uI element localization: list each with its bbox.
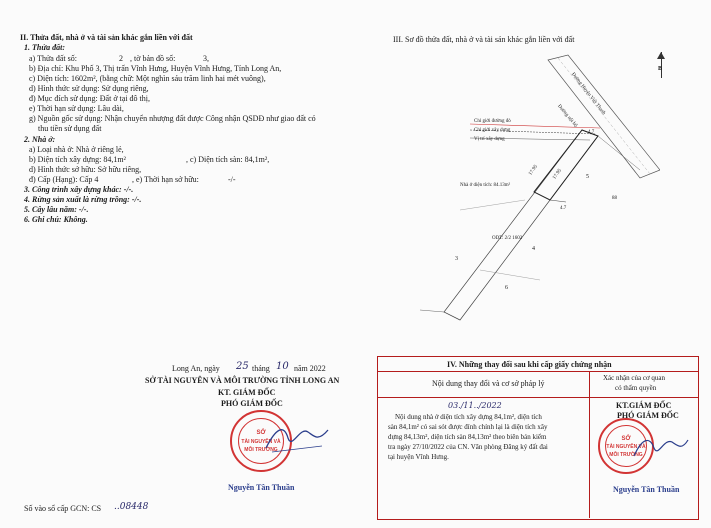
deputy-title: PHÓ GIÁM ĐỐC bbox=[221, 399, 283, 408]
floor-area-line: , c) Diện tích sàn: 84,1m², bbox=[186, 155, 270, 164]
changes-line-4: tra ngày 27/10/2022 của CN. Văn phòng Đăng ký đất đai bbox=[388, 443, 548, 451]
origin-line-2: thu tiền sử dụng đất bbox=[38, 124, 102, 133]
neighbor-6: 6 bbox=[505, 285, 508, 291]
changes-title: IV. Những thay đổi sau khi cấp giấy chứng nhận bbox=[447, 360, 612, 369]
date-day: 25 bbox=[236, 361, 249, 372]
register-value: ..08448 bbox=[114, 502, 149, 512]
house-area-label: Nhà ở diện tích: 84.13m² bbox=[460, 183, 511, 188]
neighbor-5: 5 bbox=[586, 174, 589, 180]
dim-b: 17.95 bbox=[528, 164, 539, 177]
dim-d: 4.7 bbox=[560, 206, 567, 211]
trees-line: 5. Cây lâu năm: -/-. bbox=[24, 205, 89, 214]
changes-col2-header-2: có thẩm quyền bbox=[615, 384, 657, 392]
boundary-label-build: Chỉ giới xây dựng bbox=[474, 128, 511, 133]
built-area-line: b) Diện tích xây dựng: 84,1m² bbox=[29, 155, 126, 164]
area-line: c) Diện tích: 1602m², (bằng chữ: Một nghìn sáu trăm linh hai mét vuông), bbox=[29, 74, 266, 83]
date-month-label: tháng bbox=[252, 364, 270, 373]
house-type-line: a) Loại nhà ở: Nhà ở riêng lẻ, bbox=[29, 145, 124, 154]
dim-c: 17.95 bbox=[552, 168, 563, 181]
changes-date: 03./11../2022 bbox=[448, 401, 502, 410]
own-term-label: , e) Thời hạn sở hữu: bbox=[132, 175, 199, 184]
map-sheet-label: , tờ bản đồ số: bbox=[130, 54, 176, 63]
plot-number-label: a) Thửa đất số: bbox=[29, 54, 77, 63]
grade-line: đ) Cấp (Hạng): Cấp 4 bbox=[29, 175, 99, 184]
date-month: 10 bbox=[276, 361, 289, 372]
boundary-label-position: Vị trí xây dựng bbox=[474, 137, 505, 142]
section-ii-title: II. Thửa đất, nhà ở và tài sản khác gắn liền với đất bbox=[20, 33, 193, 42]
changes-deputy: PHÓ GIÁM ĐỐC bbox=[617, 411, 679, 420]
map-sheet-value: 3, bbox=[203, 54, 209, 63]
house-section-title: 2. Nhà ở: bbox=[24, 135, 56, 144]
road2-label: Đường nội bộ bbox=[556, 104, 578, 129]
land-section-title: 1. Thửa đất: bbox=[24, 43, 66, 52]
section-iii-title: III. Sơ đồ thửa đất, nhà ở và tài sản khác gắn liền với đất bbox=[393, 35, 575, 44]
other-works-line: 3. Công trình xây dựng khác: -/-. bbox=[24, 185, 134, 194]
department-name: SỞ TÀI NGUYÊN VÀ MÔI TRƯỜNG TỈNH LONG AN bbox=[145, 376, 340, 385]
changes-director: KT.GIÁM ĐỐC bbox=[616, 401, 672, 410]
changes-line-2: sàn 84,1m² có sai sót được đính chính lại là diện tích xây bbox=[388, 423, 548, 431]
changes-line-1: Nội dung nhà ở diện tích xây dựng 84,1m², diện tích bbox=[395, 413, 542, 421]
origin-line-1: g) Nguồn gốc sử dụng: Nhận chuyển nhượng đất được Công nhận QSDĐ như giao đất có bbox=[29, 114, 316, 123]
changes-line-3: dựng 84,13m², diện tích sàn 84,13m² theo biên bản kiểm bbox=[388, 433, 547, 441]
dim-a: 4.7 bbox=[588, 130, 595, 135]
notes-line: 6. Ghi chú: Không. bbox=[24, 215, 88, 224]
term-line: e) Thời hạn sử dụng: Lâu dài, bbox=[29, 104, 124, 113]
stamp-right-top: SỞ bbox=[621, 436, 631, 442]
stamp-left-bot: MÔI TRƯỜNG bbox=[244, 447, 278, 453]
changes-line-5: tại huyện Vĩnh Hưng. bbox=[388, 453, 449, 461]
plot-diagram bbox=[400, 50, 663, 340]
changes-col2-header-1: Xác nhận của cơ quan bbox=[603, 374, 666, 382]
own-term-value: -/- bbox=[228, 175, 236, 184]
address-line: b) Địa chỉ: Khu Phố 3, Thị trấn Vĩnh Hưng, Huyện Vĩnh Hưng, Tỉnh Long An, bbox=[29, 64, 282, 73]
road-label: Đường Huyện Việt Thanh bbox=[570, 72, 606, 117]
stamp-left-top: SỞ bbox=[256, 430, 266, 436]
date-place: Long An, ngày bbox=[172, 364, 220, 373]
stamp-left-mid: TÀI NGUYÊN VÀ bbox=[241, 439, 281, 445]
stamp-right-mid: TÀI NGUYÊN VÀ bbox=[606, 444, 646, 450]
neighbor-4: 4 bbox=[532, 246, 535, 252]
boundary-label-red: Chỉ giới đường đỏ bbox=[474, 119, 511, 124]
ownership-line: d) Hình thức sở hữu: Sở hữu riêng, bbox=[29, 165, 142, 174]
signer-left: Nguyễn Tân Thuần bbox=[228, 483, 295, 492]
signer-right: Nguyễn Tân Thuần bbox=[613, 485, 680, 494]
use-form-line: d) Hình thức sử dụng: Sử dụng riêng, bbox=[29, 84, 149, 93]
stamp-right-bot: MÔI TRƯỜNG bbox=[609, 452, 643, 458]
plot-code: ODT: 2/2 1602 bbox=[492, 236, 523, 241]
changes-col1-header: Nội dung thay đổi và cơ sở pháp lý bbox=[432, 379, 545, 388]
date-year: năm 2022 bbox=[294, 364, 326, 373]
signature-right-icon bbox=[630, 430, 690, 466]
plot-number-value: 2 bbox=[119, 54, 123, 63]
neighbor-3: 3 bbox=[455, 256, 458, 262]
director-title: KT. GIÁM ĐỐC bbox=[218, 388, 276, 397]
north-label: B bbox=[658, 66, 663, 72]
forest-line: 4. Rừng sản xuất là rừng trồng: -/-. bbox=[24, 195, 142, 204]
purpose-line: đ) Mục đích sử dụng: Đất ở tại đô thị, bbox=[29, 94, 150, 103]
register-label: Số vào sổ cấp GCN: CS bbox=[24, 504, 102, 513]
signature-left-icon bbox=[262, 418, 332, 458]
dim-e: 88 bbox=[612, 196, 617, 201]
